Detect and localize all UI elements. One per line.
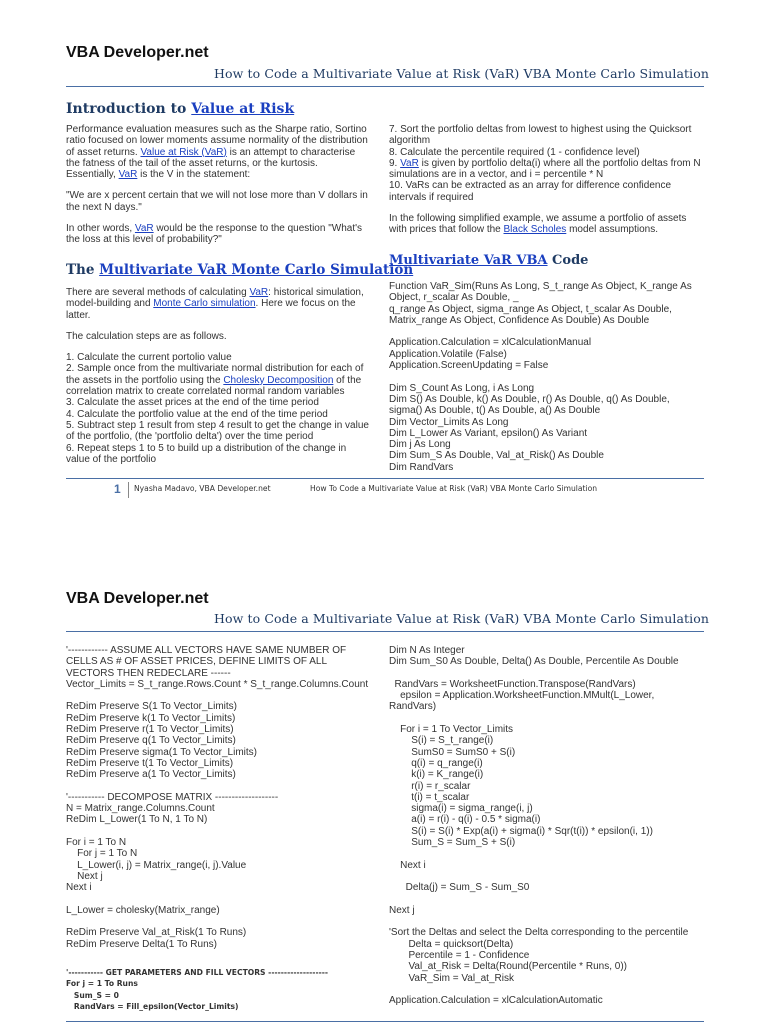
code-line: Function VaR_Sim(Runs As Long, S_t_range As Object, K_range As bbox=[389, 281, 692, 292]
code-line: ReDim Preserve Val_at_Risk(1 To Runs) bbox=[66, 927, 247, 939]
step-1: 1. Calculate the current portolio value bbox=[66, 352, 232, 364]
code-line: Sum_S = 0 bbox=[66, 990, 119, 1000]
code-line: Application.ScreenUpdating = False bbox=[389, 360, 549, 372]
intro-paragraph-1 bbox=[66, 124, 370, 180]
header-rule-page2 bbox=[66, 631, 704, 632]
code-line: For j = 1 To Runs bbox=[66, 979, 138, 989]
var-link[interactable]: Value at Risk (VaR) bbox=[140, 146, 227, 158]
step-4: 4. Calculate the portfolio value at the end of the time period bbox=[66, 408, 328, 420]
step-3: 3. Calculate the asset prices at the end of the time period bbox=[66, 397, 319, 409]
step-5: 5. Subtract step 1 result from step 4 result to get the change in value of the portfolio, (the 'portfolio delta') over the time period bbox=[66, 419, 369, 443]
code-line: Next i bbox=[66, 882, 92, 894]
left-column-page1 bbox=[66, 124, 370, 256]
footer-title: How To Code a Multivariate Value at Risk (VaR) VBA Monte Carlo Simulation bbox=[310, 484, 598, 493]
code-line bbox=[66, 894, 378, 905]
code-line: sigma() As Double, t() As Double, a() As Double bbox=[389, 405, 601, 417]
code-line: Dim N As Integer bbox=[389, 645, 465, 656]
page-number: 1 bbox=[114, 482, 121, 496]
step-8: 8. Calculate the percentile required (1 - confidence level) bbox=[389, 146, 640, 158]
code-line: Dim Sum_S0 As Double, Delta() As Double, Percentile As Double bbox=[389, 656, 679, 668]
code-line: For i = 1 To Vector_Limits bbox=[389, 724, 514, 736]
simulation-section bbox=[66, 287, 370, 465]
step-9 bbox=[389, 158, 701, 181]
step-2 bbox=[66, 363, 370, 397]
code-line bbox=[389, 871, 719, 882]
code-line: S(i) = S_t_range(i) bbox=[389, 735, 494, 747]
intro-text: Performance evaluation measures such as the Sharpe ratio, Sortino ratio focused on lower moments assume normality of the distribution of asset returns. bbox=[66, 124, 368, 158]
code-line bbox=[389, 848, 719, 859]
step-7: 7. Sort the portfolio deltas from lowest to highest using the Quicksort algorithm bbox=[389, 124, 692, 147]
code-line: VECTORS THEN REDECLARE ------ bbox=[66, 667, 231, 679]
code-line: Delta = quicksort(Delta) bbox=[389, 938, 514, 950]
code-line bbox=[389, 668, 719, 679]
code-line: Next i bbox=[389, 859, 426, 871]
code-line: Sum_S = Sum_S + S(i) bbox=[389, 837, 516, 849]
code-line: q_range As Object, sigma_range As Object, t_scalar As Double, bbox=[389, 303, 672, 315]
var-link[interactable]: VaR bbox=[249, 287, 269, 298]
step-10: 10. VaRs can be extracted as an array for difference confidence intervals if required bbox=[389, 180, 672, 203]
multivariate-simulation-link[interactable]: Multivariate VaR Monte Carlo Simulation bbox=[99, 262, 414, 278]
code-line: epsilon = Application.WorksheetFunction.MMult(L_Lower, bbox=[389, 690, 655, 702]
code-line: ReDim Preserve sigma(1 To Vector_Limits) bbox=[66, 746, 257, 758]
intro-text: In other words, bbox=[66, 223, 135, 235]
code-line: Dim RandVars bbox=[389, 461, 454, 473]
example-text: model assumptions. bbox=[566, 224, 659, 236]
simulation-heading bbox=[66, 262, 413, 278]
site-title: VBA Developer.net bbox=[66, 44, 209, 61]
code-line bbox=[66, 950, 378, 961]
code-line: S(i) = S(i) * Exp(a(i) + sigma(i) * Sqr(t(i)) * epsilon(i, 1)) bbox=[389, 825, 653, 837]
code-line: sigma(i) = sigma_range(i, j) bbox=[389, 803, 533, 815]
monte-carlo-link[interactable]: Monte Carlo simulation bbox=[153, 298, 256, 310]
code-heading bbox=[389, 253, 588, 268]
code-line: SumS0 = SumS0 + S(i) bbox=[389, 746, 516, 758]
code-line: RandVars) bbox=[389, 701, 437, 713]
code-line: Dim S_Count As Long, i As Long bbox=[389, 382, 535, 394]
code-line bbox=[389, 371, 719, 382]
code-line bbox=[389, 713, 719, 724]
footer-rule bbox=[66, 478, 704, 479]
header-rule bbox=[66, 86, 704, 87]
code-line: Next j bbox=[389, 904, 415, 916]
code-line: ReDim Preserve r(1 To Vector_Limits) bbox=[66, 724, 234, 736]
code-line bbox=[389, 894, 719, 905]
code-line: Percentile = 1 - Confidence bbox=[389, 950, 530, 962]
intro-paragraph-3 bbox=[66, 223, 370, 246]
code-line bbox=[389, 984, 719, 995]
code-line: k(i) = K_range(i) bbox=[389, 769, 484, 781]
code-line: '----------- GET PARAMETERS AND FILL VECTORS ------------------- bbox=[66, 968, 329, 977]
code-line: N = Matrix_range.Columns.Count bbox=[66, 803, 215, 815]
intro-paragraph-2: "We are x percent certain that we will not lose more than V dollars in the next N days." bbox=[66, 190, 368, 213]
example-text: In the following simplified example, we assume a portfolio of assets with prices that follow the bbox=[389, 213, 687, 236]
steps-list bbox=[66, 352, 370, 465]
sim-text: . Here we focus on the latter. bbox=[66, 298, 356, 321]
code-line: CELLS AS # OF ASSET PRICES, DEFINE LIMITS OF ALL bbox=[66, 656, 328, 668]
code-line: ReDim Preserve k(1 To Vector_Limits) bbox=[66, 712, 236, 724]
code-line bbox=[66, 826, 378, 837]
code-line bbox=[389, 326, 719, 337]
footer-divider bbox=[128, 482, 129, 498]
code-line: Next j bbox=[66, 870, 103, 882]
intro-heading bbox=[66, 101, 294, 117]
code-block-left-bold-page2 bbox=[66, 967, 378, 1012]
document-title: How to Code a Multivariate Value at Risk (VaR) VBA Monte Carlo Simulation bbox=[214, 66, 710, 81]
multivariate-var-vba-link[interactable]: Multivariate VaR VBA bbox=[389, 253, 548, 268]
code-line: a(i) = r(i) - q(i) - 0.5 * sigma(i) bbox=[389, 814, 541, 826]
sim-text: : historical simulation, model-building and bbox=[66, 287, 364, 310]
intro-text: would be the response to the question "What's the loss at this level of probability?" bbox=[66, 223, 363, 246]
step-6: 6. Repeat steps 1 to 5 to build up a distribution of the change in value of the portfolio bbox=[66, 442, 347, 465]
code-line: q(i) = q_range(i) bbox=[389, 757, 483, 769]
code-line: Application.Volatile (False) bbox=[389, 348, 507, 360]
code-line: Dim j As Long bbox=[389, 439, 451, 451]
code-block-right-page2 bbox=[389, 645, 719, 1007]
code-line: ReDim Preserve S(1 To Vector_Limits) bbox=[66, 701, 237, 713]
simulation-heading-text: The bbox=[66, 262, 100, 278]
code-line bbox=[66, 690, 378, 701]
code-line: Val_at_Risk = Delta(Round(Percentile * Runs, 0)) bbox=[389, 961, 627, 973]
example-paragraph bbox=[389, 213, 701, 236]
code-line: Application.Calculation = xlCalculationAutomatic bbox=[389, 995, 603, 1007]
code-line: Dim L_Lower As Variant, epsilon() As Variant bbox=[389, 427, 588, 439]
simulation-paragraph-1 bbox=[66, 287, 370, 321]
code-line: Application.Calculation = xlCalculationManual bbox=[389, 337, 592, 349]
step-text: of the correlation matrix to create correlated normal random variables bbox=[66, 374, 362, 398]
intro-text: is an attempt to characterise the fatness of the tail of the asset returns, or the kurtosis. Essentially, bbox=[66, 146, 356, 181]
code-line: Vector_Limits = S_t_range.Rows.Count * S_t_range.Columns.Count bbox=[66, 678, 369, 690]
code-line: ReDim Preserve Delta(1 To Runs) bbox=[66, 938, 217, 950]
var-link[interactable]: VaR bbox=[134, 223, 154, 235]
intro-heading-text: Introduction to bbox=[66, 101, 192, 117]
code-line: L_Lower = cholesky(Matrix_range) bbox=[66, 904, 220, 916]
code-line: For j = 1 To N bbox=[66, 848, 138, 860]
code-line: ReDim Preserve q(1 To Vector_Limits) bbox=[66, 735, 236, 747]
value-at-risk-link[interactable]: Value at Risk bbox=[191, 101, 295, 117]
cholesky-link[interactable]: Cholesky Decomposition bbox=[223, 374, 334, 386]
site-title-page2: VBA Developer.net bbox=[66, 590, 209, 607]
code-line: 'Sort the Deltas and select the Delta corresponding to the percentile bbox=[389, 927, 689, 939]
code-line: '------------ ASSUME ALL VECTORS HAVE SAME NUMBER OF bbox=[66, 645, 347, 656]
footer-author: Nyasha Madavo, VBA Developer.net bbox=[134, 484, 271, 493]
right-column-page1 bbox=[389, 124, 701, 246]
code-line: Dim Vector_Limits As Long bbox=[389, 416, 509, 428]
code-line: ReDim Preserve a(1 To Vector_Limits) bbox=[66, 769, 236, 781]
sim-text: There are several methods of calculating bbox=[66, 287, 250, 298]
code-line: ReDim L_Lower(1 To N, 1 To N) bbox=[66, 814, 208, 826]
var-link[interactable]: VaR bbox=[118, 169, 138, 181]
code-block-page1 bbox=[389, 281, 719, 473]
code-line bbox=[66, 781, 378, 792]
code-line: VaR_Sim = Val_at_Risk bbox=[389, 972, 514, 984]
intro-text: is the V in the statement: bbox=[137, 169, 251, 181]
code-line: ReDim Preserve t(1 To Vector_Limits) bbox=[66, 757, 234, 769]
code-line: Matrix_range As Object, Confidence As Double) As Double bbox=[389, 314, 650, 326]
code-line: RandVars = Fill_epsilon(Vector_Limits) bbox=[66, 1001, 239, 1011]
black-scholes-link[interactable]: Black Scholes bbox=[503, 224, 567, 236]
code-line: L_Lower(i, j) = Matrix_range(i, j).Value bbox=[66, 859, 247, 871]
code-line: r(i) = r_scalar bbox=[389, 780, 471, 792]
code-line: Delta(j) = Sum_S - Sum_S0 bbox=[389, 882, 530, 894]
step-text: 9. bbox=[389, 157, 401, 169]
code-block-left-page2 bbox=[66, 645, 378, 961]
step-text: 2. Sample once from the multivariate normal distribution for each of the assets in the portfolio using the bbox=[66, 363, 364, 386]
code-line: '----------- DECOMPOSE MATRIX ------------------- bbox=[66, 791, 279, 803]
code-line bbox=[389, 916, 719, 927]
step-text: is given by portfolio delta(i) where all the portfolio deltas from N simulations are in a vector, and i = percentile * N bbox=[389, 157, 701, 181]
code-line: RandVars = WorksheetFunction.Transpose(RandVars) bbox=[389, 678, 636, 690]
code-line bbox=[66, 916, 378, 927]
code-line: t(i) = t_scalar bbox=[389, 791, 470, 803]
document-title-page2: How to Code a Multivariate Value at Risk (VaR) VBA Monte Carlo Simulation bbox=[214, 611, 710, 626]
code-line: Dim S() As Double, k() As Double, r() As Double, q() As Double, bbox=[389, 393, 670, 405]
code-line: Object, r_scalar As Double, _ bbox=[389, 292, 519, 304]
var-link[interactable]: VaR bbox=[400, 157, 419, 169]
simulation-paragraph-2: The calculation steps are as follows. bbox=[66, 330, 227, 342]
code-line: Dim Sum_S As Double, Val_at_Risk() As Double bbox=[389, 450, 604, 462]
code-line: For i = 1 To N bbox=[66, 837, 127, 849]
code-heading-text: Code bbox=[547, 253, 589, 268]
footer-rule-page2 bbox=[66, 1021, 704, 1022]
